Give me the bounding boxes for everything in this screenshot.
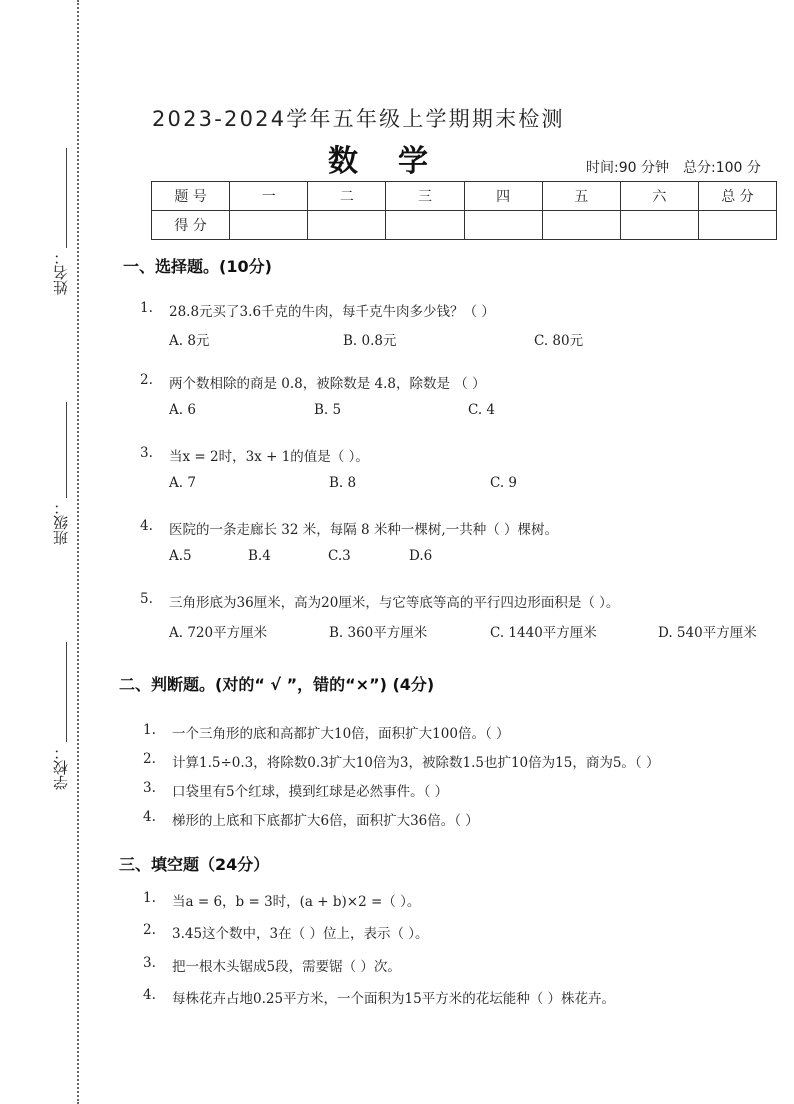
question-text: 三角形底为36厘米，高为20厘米，与它等底等高的平行四边形面积是（ ）。 — [169, 595, 620, 611]
score-header-cell: 六 — [620, 182, 698, 211]
option[interactable]: C. 9 — [490, 475, 518, 491]
score-input-cell[interactable] — [230, 211, 308, 240]
option[interactable]: C. 4 — [468, 402, 496, 418]
question-number: 5. — [140, 591, 153, 607]
question-number: 2. — [143, 922, 156, 938]
question-text: 3.45这个数中，3在（ ）位上，表示（ ）。 — [172, 926, 429, 942]
option[interactable]: B. 0.8元 — [343, 333, 397, 349]
option[interactable]: A. 8元 — [169, 333, 210, 349]
score-table-header-row — [152, 182, 777, 211]
option[interactable]: A. 6 — [169, 402, 196, 418]
school-label: 学校： — [52, 745, 70, 790]
option[interactable]: A. 7 — [169, 475, 196, 491]
score-input-cell[interactable] — [542, 211, 620, 240]
option[interactable]: C. 1440平方厘米 — [490, 625, 597, 641]
score-input-cell[interactable] — [620, 211, 698, 240]
time-info — [586, 157, 761, 177]
question-number: 1. — [143, 890, 156, 906]
score-header-cell: 五 — [542, 182, 620, 211]
school-blank-line — [66, 642, 67, 742]
question-text: 医院的一条走廊长 32 米，每隔 8 米种一棵树,一共种（ ）棵树。 — [169, 522, 559, 538]
question-text: 计算1.5÷0.3，将除数0.3扩大10倍为3，被除数1.5也扩10倍为15，商为5。（ ） — [172, 755, 660, 771]
question-number: 3. — [143, 955, 156, 971]
question-text: 每株花卉占地0.25平方米，一个面积为15平方米的花坛能种（ ）株花卉。 — [172, 991, 616, 1007]
question-number: 2. — [143, 751, 156, 767]
option[interactable]: A. 720平方厘米 — [169, 625, 268, 641]
score-header-cell: 总 分 — [698, 182, 776, 211]
score-input-cell[interactable] — [698, 211, 776, 240]
question-text: 当a = 6，b = 3时，(a + b)×2 =（ ）。 — [172, 894, 421, 910]
option[interactable]: C.3 — [328, 548, 351, 564]
binding-dotted-line — [77, 0, 79, 1104]
question-text: 口袋里有5个红球，摸到红球是必然事件。（ ） — [172, 784, 449, 800]
section-2-title: 二、判断题。(对的“ √ ”，错的“×”) (4分) — [119, 675, 435, 694]
score-header-cell: 三 — [386, 182, 464, 211]
time-limit: 时间:90 分钟 — [586, 160, 669, 176]
question-text: 梯形的上底和下底都扩大6倍，面积扩大36倍。（ ） — [172, 813, 479, 829]
option[interactable]: B. 5 — [314, 402, 342, 418]
question-text: 一个三角形的底和高都扩大10倍，面积扩大100倍。（ ） — [172, 726, 510, 742]
option[interactable]: C. 80元 — [534, 333, 584, 349]
score-header-cell: 四 — [464, 182, 542, 211]
subject-title: 数学 — [328, 144, 468, 179]
question-number: 1. — [143, 722, 156, 738]
score-header-cell: 二 — [308, 182, 386, 211]
section-3-title: 三、填空题（24分） — [119, 855, 270, 874]
score-input-cell[interactable] — [464, 211, 542, 240]
question-text: 把一根木头锯成5段，需要锯（ ）次。 — [172, 959, 401, 975]
question-text: 两个数相除的商是 0.8，被除数是 4.8，除数是 （ ） — [169, 376, 486, 392]
option[interactable]: B.4 — [248, 548, 271, 564]
question-number: 2. — [140, 372, 153, 388]
question-number: 4. — [143, 987, 156, 1003]
score-header-cell: 一 — [230, 182, 308, 211]
question-text: 当x = 2时，3x + 1的值是（ ）。 — [169, 449, 369, 465]
option[interactable]: B. 8 — [329, 475, 357, 491]
score-input-cell[interactable] — [386, 211, 464, 240]
question-number: 4. — [140, 518, 153, 534]
option[interactable]: D. 540平方厘米 — [658, 625, 757, 641]
class-label: 班级： — [52, 500, 70, 545]
option[interactable]: B. 360平方厘米 — [329, 625, 428, 641]
score-label-cell: 得 分 — [152, 211, 230, 240]
section-1-title: 一、选择题。(10分) — [123, 257, 272, 276]
name-label: 姓名： — [52, 250, 70, 295]
option[interactable]: A.5 — [169, 548, 192, 564]
name-blank-line — [66, 148, 67, 248]
question-number: 1. — [140, 300, 153, 316]
question-number: 3. — [140, 445, 153, 461]
question-number: 4. — [143, 809, 156, 825]
score-table-score-row — [152, 211, 777, 240]
exam-title: 2023-2024学年五年级上学期期末检测 — [152, 107, 565, 131]
score-header-cell: 题 号 — [152, 182, 230, 211]
class-blank-line — [66, 402, 67, 498]
question-number: 3. — [143, 780, 156, 796]
score-input-cell[interactable] — [308, 211, 386, 240]
total-score: 总分:100 分 — [682, 160, 761, 176]
option[interactable]: D.6 — [409, 548, 433, 564]
score-table — [151, 181, 777, 240]
question-text: 28.8元买了3.6千克的牛肉，每千克牛肉多少钱？（ ） — [169, 304, 495, 320]
